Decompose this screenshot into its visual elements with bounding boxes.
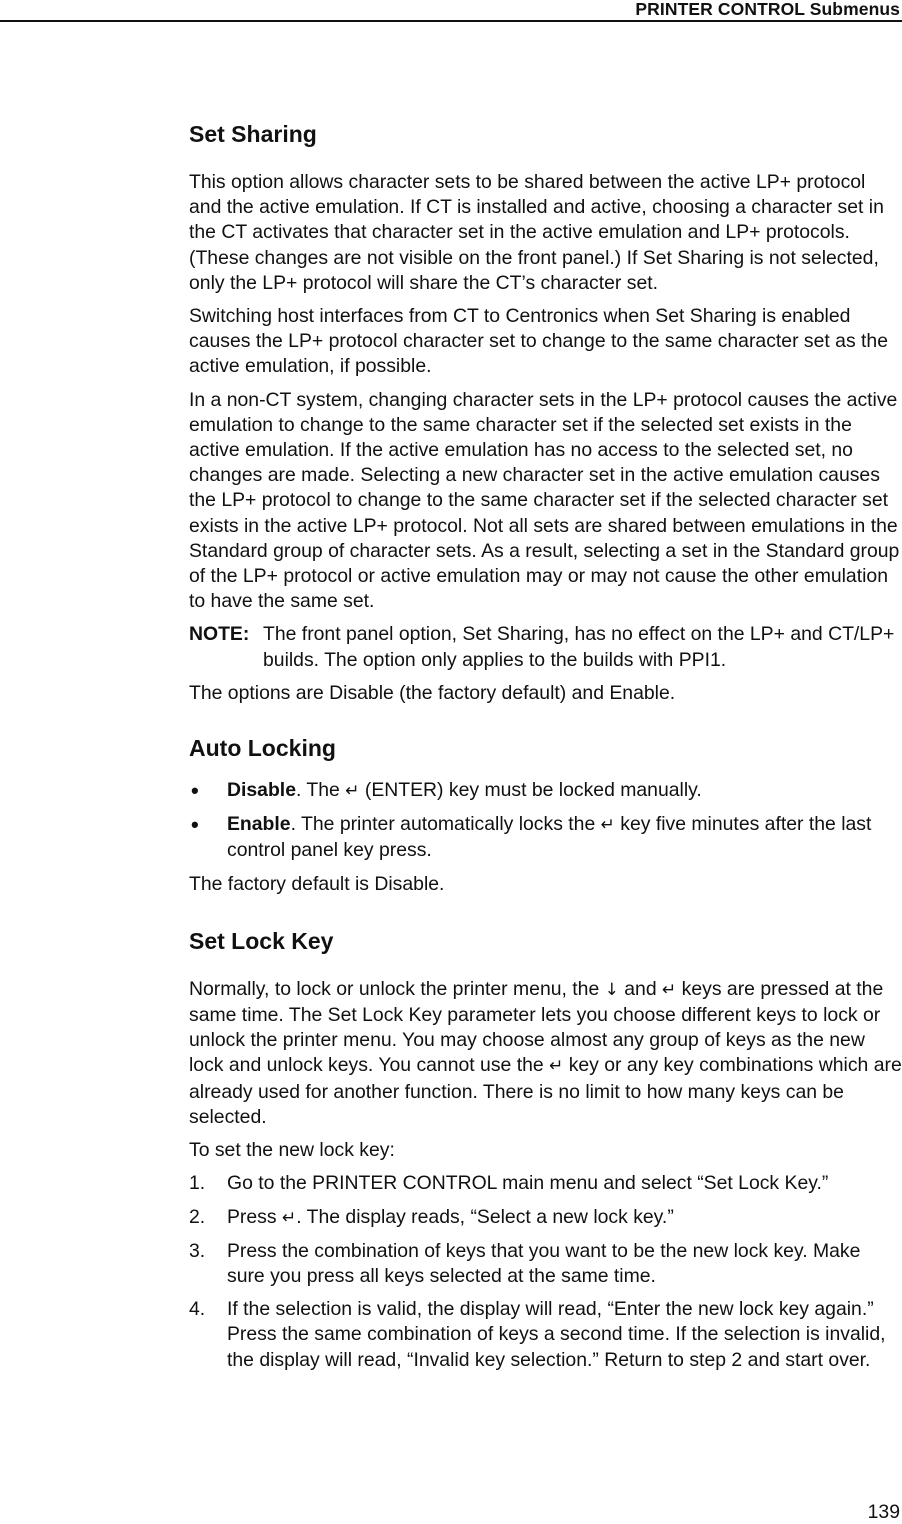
text-fragment: . The display reads, “Select a new lock key.” bbox=[296, 1205, 674, 1228]
bullet-icon: • bbox=[191, 812, 199, 838]
note-text: The front panel option, Set Sharing, has no effect on the LP+ and CT/LP+ builds. The option only applies to the builds with PPI1. bbox=[263, 623, 895, 671]
enter-key-icon: ↵ bbox=[281, 1207, 297, 1228]
note-block bbox=[189, 622, 902, 672]
enter-key-icon: ↵ bbox=[345, 781, 360, 802]
page-header bbox=[0, 0, 902, 22]
step-3 bbox=[189, 1239, 902, 1289]
set-sharing-paragraph-1: This option allows character sets to be shared between the active LP+ protocol and the active emulation. If CT is installed and active, choosing a character set in the CT activates that character set in the active emulation and LP+ protocols. (These changes are not visible on the front panel.) If Set Sharing is not selected, only the LP+ protocol will share the CT’s character set. bbox=[189, 171, 884, 294]
auto-locking-paragraph-1: The factory default is Disable. bbox=[189, 872, 445, 895]
step-text: Go to the PRINTER CONTROL main menu and select “Set Lock Key.” bbox=[227, 1172, 829, 1195]
text-fragment: . The printer automatically locks the bbox=[290, 813, 601, 836]
down-arrow-key-icon: ↓ bbox=[604, 979, 619, 1000]
set-lock-key-paragraph-1 bbox=[189, 977, 902, 1130]
section-set-lock-key bbox=[189, 925, 902, 1373]
set-sharing-paragraph-2: Switching host interfaces from CT to Centronics when Set Sharing is enabled causes the LP+ protocol character set to change to the same character set as the active emulation, if possible. bbox=[189, 305, 889, 378]
term-disable: Disable bbox=[227, 779, 296, 802]
set-sharing-paragraph-4: The options are Disable (the factory default) and Enable. bbox=[189, 681, 676, 704]
list-item-enable bbox=[189, 812, 902, 863]
page-number: 139 bbox=[867, 1501, 900, 1523]
text-fragment: keys are pressed at the same time. The Set Lock Key parameter lets you choose different keys to lock or unlock the printer menu. You may choose almost any group of keys as the new lock and unlock keys. You cannot use the bbox=[189, 977, 884, 1077]
set-sharing-paragraph-3: In a non-CT system, changing character sets in the LP+ protocol causes the active emulation to change to the same character set if the selected set exists in the active emulation. If the active emulation has no access to the selected set, no changes are made. Selecting a new character set in the active emulation causes the LP+ protocol to change to the same character set if the selected character set exists in the active LP+ protocol. Not all sets are shared between emulations in the Standard group of character sets. As a result, selecting a set in the Standard group of the LP+ protocol or active emulation may or may not cause the other emulation to have the same set. bbox=[189, 388, 900, 613]
step-text: Press the combination of keys that you want to be the new lock key. Make sure you press all keys selected at the same time. bbox=[227, 1239, 861, 1287]
page-content bbox=[189, 118, 902, 1381]
enter-key-icon: ↵ bbox=[549, 1056, 564, 1077]
running-header-title: PRINTER CONTROL Submenus bbox=[635, 0, 900, 19]
step-number: 4. bbox=[189, 1298, 206, 1321]
heading-set-lock-key: Set Lock Key bbox=[189, 927, 334, 954]
text-fragment: and bbox=[618, 977, 663, 1000]
section-set-sharing bbox=[189, 118, 902, 706]
section-auto-locking bbox=[189, 732, 902, 897]
heading-auto-locking: Auto Locking bbox=[189, 735, 336, 762]
heading-set-sharing: Set Sharing bbox=[189, 121, 317, 147]
list-item-text bbox=[227, 812, 902, 863]
bullet-icon: • bbox=[191, 778, 199, 804]
text-fragment: key or any key combinations which are already used for another function. There is no limit to how many keys can be selected. bbox=[189, 1054, 902, 1128]
list-item-text bbox=[227, 778, 702, 804]
note-label: NOTE: bbox=[189, 623, 250, 646]
text-fragment: Press bbox=[227, 1205, 282, 1228]
text-fragment: . The bbox=[295, 779, 346, 802]
step-2 bbox=[189, 1205, 902, 1231]
enter-key-icon: ↵ bbox=[662, 979, 677, 1000]
step-4 bbox=[189, 1297, 902, 1373]
step-1 bbox=[189, 1171, 902, 1196]
text-fragment: key five minutes after the last control panel key press. bbox=[227, 813, 872, 862]
term-enable: Enable bbox=[227, 813, 291, 836]
step-number: 2. bbox=[189, 1205, 206, 1228]
list-item-disable bbox=[189, 778, 902, 804]
step-number: 1. bbox=[189, 1172, 206, 1195]
enter-key-icon: ↵ bbox=[600, 815, 615, 836]
text-fragment: Normally, to lock or unlock the printer menu, the bbox=[189, 977, 605, 1000]
step-text bbox=[227, 1205, 674, 1231]
text-fragment: (ENTER) key must be locked manually. bbox=[359, 779, 702, 802]
step-text: If the selection is valid, the display will read, “Enter the new lock key again.” Press the same combination of keys a second time. If the selection is invalid, the display will read, “Invalid key selection.” Return to step 2 and start over. bbox=[227, 1298, 886, 1371]
step-number: 3. bbox=[189, 1239, 206, 1262]
set-lock-key-paragraph-2: To set the new lock key: bbox=[189, 1139, 395, 1162]
